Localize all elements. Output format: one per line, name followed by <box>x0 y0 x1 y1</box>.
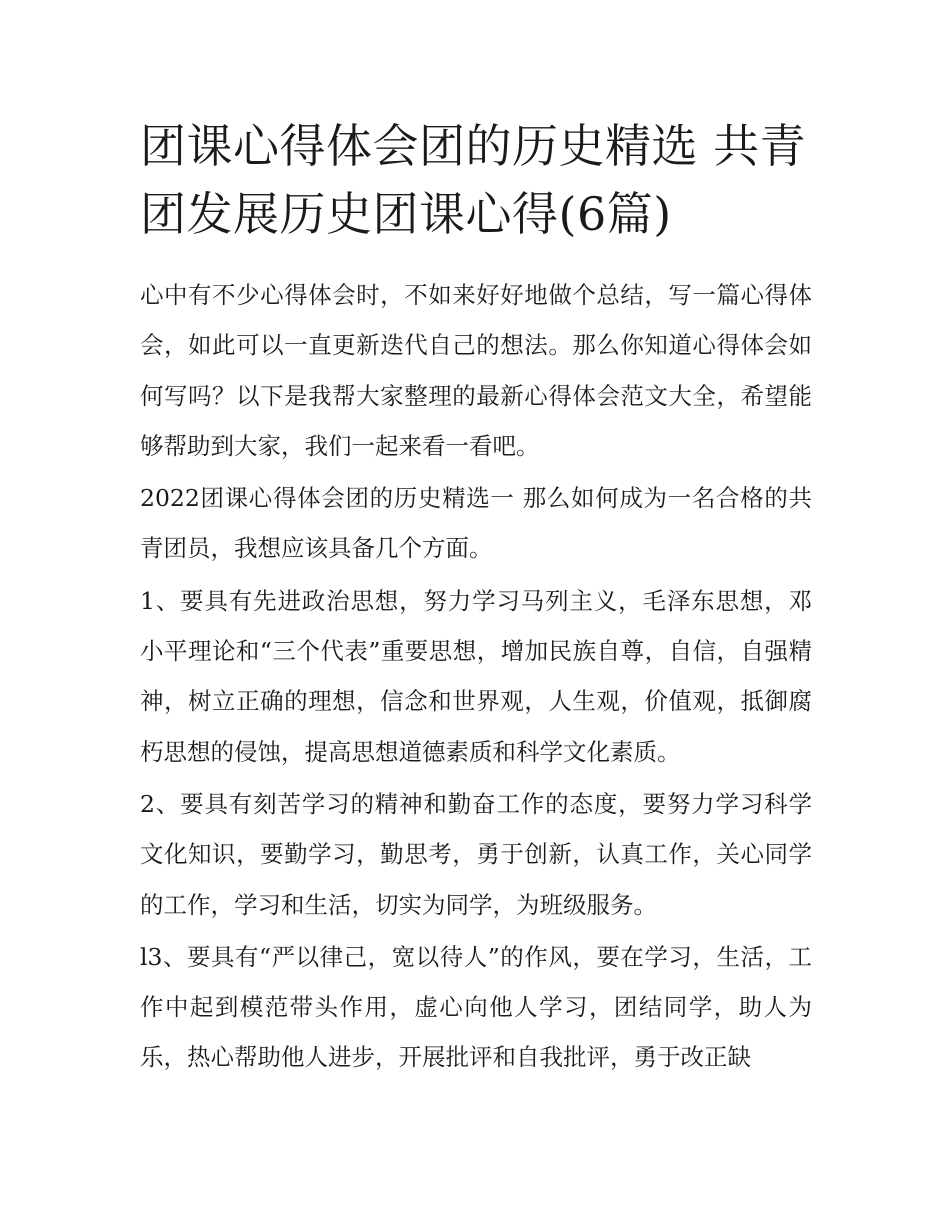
paragraph-point-3: l3、要具有“严以律己，宽以待人”的作风，要在学习，生活，工作中起到模范带头作用，虚心向他人学习，团结同学，助人为乐，热心帮助他人进步，开展批评和自我批评，勇于改正缺 <box>140 942 812 1072</box>
paragraph-intro: 心中有不少心得体会时，不如来好好地做个总结，写一篇心得体会，如此可以一直更新迭代自己的想法。那么你知道心得体会如何写吗？以下是我帮大家整理的最新心得体会范文大全，希望能够帮助到大家，我们一起来看一看吧。 <box>140 281 812 460</box>
paragraph-section-one: 2022团课心得体会团的历史精选一 那么如何成为一名合格的共青团员，我想应该具备几个方面。 <box>140 484 812 563</box>
document-body <box>140 112 812 1085</box>
document-title: 团课心得体会团的历史精选 共青团发展历史团课心得(6篇) <box>140 119 807 241</box>
paragraph-point-2: 2、要具有刻苦学习的精神和勤奋工作的态度，要努力学习科学文化知识，要勤学习，勤思考，勇于创新，认真工作，关心同学的工作，学习和生活，切实为同学，为班级服务。 <box>140 789 812 919</box>
paragraph-point-1: 1、要具有先进政治思想，努力学习马列主义，毛泽东思想，邓小平理论和“三个代表”重要思想，增加民族自尊，自信，自强精神，树立正确的理想，信念和世界观，人生观，价值观，抵御腐朽思想的侵蚀，提高思想道德素质和科学文化素质。 <box>140 586 812 766</box>
